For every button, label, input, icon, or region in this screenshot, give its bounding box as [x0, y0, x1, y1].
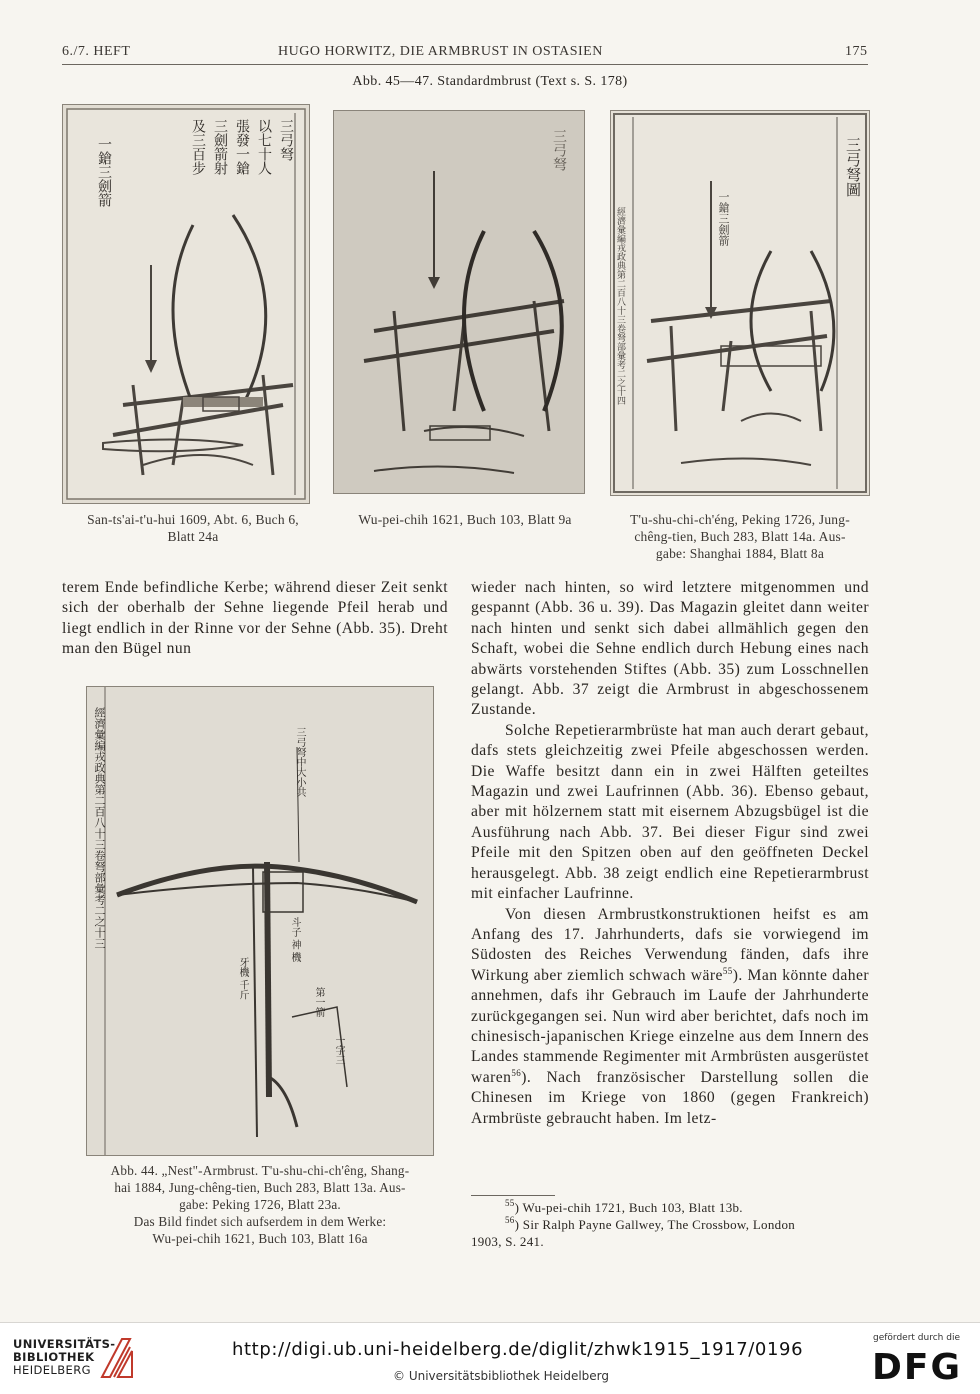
footnote-ref-56[interactable]: 56 [511, 1067, 522, 1078]
caption-line: Abb. 44. „Nest"-Armbrust. T'u-shu-chi-ch'êng, Shang- [110, 1163, 410, 1178]
caption-line: San-ts'ai-t'u-hui 1609, Abt. 6, Buch 6, [87, 512, 299, 527]
footnote-55 [471, 1199, 869, 1216]
running-head-left: 6./7. HEFT [62, 44, 131, 59]
caption-abb-44 [62, 1162, 458, 1247]
digitization-footer [0, 1322, 980, 1394]
plate-abb-47 [610, 110, 870, 496]
caption-line: gabe: Shanghai 1884, Blatt 8a [655, 546, 825, 561]
inscription-arrow-label: 一鎗三劍箭 [717, 191, 729, 246]
caption-line: T'u-shu-chi-ch'éng, Peking 1726, Jung- [630, 512, 850, 527]
running-head-title: HUGO HORWITZ, DIE ARMBRUST IN OSTASIEN [278, 44, 603, 59]
inscription-col: 以七十人 [256, 119, 271, 175]
nest-crossbow-drawing [87, 687, 433, 1155]
dfg-logo[interactable]: DFG [872, 1347, 963, 1388]
paragraph: terem Ende befindliche Kerbe; während dieser Zeit senkt sich der oberhalb der Sehne liegende Pfeil herab und liegt endlich in der Rinne vor der Sehne (Abb. 35). Dreht man den Bügel nun [62, 579, 448, 658]
inscription-margin: 經濟彙編戎政典第二百八十三卷弩部彙考二之十四 [616, 207, 626, 405]
paragraph: Solche Repetierarmbrüste hat man auch derart gebaut, dafs stets gleichzeitig zwei Pfeile abgeschossen werden. Die Waffe besitzt dann ein in zwei Hälften geteiltes Magazin und zwei Laufrinnen (Abb. 36). Ebenso gebaut, aber mit hölzernem statt mit eisernem Abzugsbügel ist die Ausführung nach Abb. 37. Bei dieser Figur sind zwei Pfeile mit den Spitzen oben auf den geöffneten Deckel herausgelegt. Abb. 38 zeigt endlich eine Repetierarmbrust mit einfacher Laufrinne. [471, 721, 869, 903]
caption-line: Das Bild findet sich aufserdem in dem Werke: [133, 1214, 387, 1229]
caption-line: chêng-tien, Buch 283, Blatt 14a. Aus- [634, 529, 846, 544]
plate-45-inscription [190, 119, 295, 217]
caption-line: hai 1884, Jung-chêng-tien, Buch 283, Blatt 13a. Aus- [114, 1180, 406, 1195]
caption-line: gabe: Peking 1726, Blatt 23a. [179, 1197, 341, 1212]
inscription-label: 斗子 神 機 [289, 917, 300, 962]
inscription-col: 三弓弩 [278, 119, 293, 161]
text-run: Von diesen Armbrustkonstruktionen heifst es am Anfang des 17. Jahrhunderts, dafs sie vorwiegend im Südosten des Reiches Verwendung fänden, dafs ihre Wirkung aber ziemlich schwach wäre [471, 905, 869, 984]
permalink-url[interactable]: http://digi.ub.uni-heidelberg.de/diglit/zhwk1915_1917/0196 [232, 1339, 804, 1360]
copyright-notice: © Universitätsbibliothek Heidelberg [393, 1369, 610, 1383]
inscription-col: 三劍箭射 [212, 119, 227, 175]
footnote-56 [471, 1216, 869, 1250]
footnote-text: ) Sir Ralph Payne Gallwey, The Crossbow, London [514, 1217, 796, 1232]
paragraph: wieder nach hinten, so wird letztere mitgenommen und gespannt (Abb. 36 u. 39). Das Magazin gleitet dann weiter nach hinten und senkt sich dabei allmählich gegen den Schaft, wobei die Sehne endlich durch Hebung eines nach abwärts vorstehenden Stiftes (Abb. 35) zum Losschnellen gelangt. Abb. 37 zeigt die Armbrust in abgeschossenem Zustande. [471, 579, 869, 719]
inscription-label: 三弓弩中大小共 [294, 727, 305, 797]
caption-line: Wu-pei-chih 1621, Buch 103, Blatt 16a [152, 1231, 368, 1246]
paragraph [471, 905, 869, 1129]
library-name-line: BIBLIOTHEK [13, 1350, 95, 1364]
inscription-col: 及三百步 [190, 119, 205, 175]
inscription-arrow-label: 一鎗三劍箭 [96, 137, 111, 207]
library-logo-icon [96, 1333, 136, 1385]
header-rule [62, 64, 868, 65]
library-name-line: HEIDELBERG [13, 1363, 91, 1377]
inscription-label: 牙機 千斤 [237, 957, 248, 1000]
inscription-title: 三弓弩 [551, 129, 566, 171]
crossbow-woodcut-47 [611, 111, 869, 495]
funding-label: gefördert durch die [873, 1333, 960, 1343]
footnote-number: 55 [505, 1198, 515, 1208]
library-name-line: UNIVERSITÄTS- [13, 1337, 116, 1351]
footnote-ref-55[interactable]: 55 [722, 965, 733, 976]
caption-abb-47 [604, 511, 876, 562]
inscription-label: 一字三 [333, 1035, 344, 1065]
footnote-number: 56 [505, 1215, 515, 1225]
plate-abb-45 [62, 104, 310, 504]
left-column-text [62, 578, 448, 660]
caption-abb-46 [330, 511, 600, 528]
page-number: 175 [845, 44, 868, 59]
plate-abb-46 [333, 110, 585, 494]
footnote-rule [471, 1195, 555, 1196]
inscription-col: 張發一鎗 [234, 119, 249, 175]
right-column-text [471, 578, 869, 1129]
figure-group-title: Abb. 45—47. Standardmbrust (Text s. S. 178) [352, 74, 628, 89]
text-run: ). Man könnte daher annehmen, dafs ihr Gebrauch im Laufe der Jahrhunderte zurückgegangen sei. Nun wird aber berichtet, dafs noch im chinesisch-japanischen Kriege einzelne aus dem Innern des Landes stammende Regimenter mit Armbrüsten ausgerüstet waren [471, 966, 869, 1086]
text-run: ). Nach französischer Darstellung sollen die Chinesen im Kriege von 1860 (gegen Frankreich) Armbrüste gebraucht haben. Im letz- [471, 1068, 869, 1127]
footnote-text: ) Wu-pei-chih 1721, Buch 103, Blatt 13b. [514, 1200, 743, 1215]
inscription-margin: 經濟彙編戎政典第二百八十三卷弩部彙考二之十三 [93, 707, 105, 949]
caption-abb-45 [62, 511, 324, 545]
caption-line: Blatt 24a [167, 529, 219, 544]
footnote-text: 1903, S. 241. [471, 1234, 544, 1249]
inscription-label: 第一箭 [313, 987, 324, 1017]
caption-line: Wu-pei-chih 1621, Buch 103, Blatt 9a [358, 512, 572, 527]
inscription-title: 三弓弩圖 [844, 137, 860, 197]
plate-abb-44 [86, 686, 434, 1156]
